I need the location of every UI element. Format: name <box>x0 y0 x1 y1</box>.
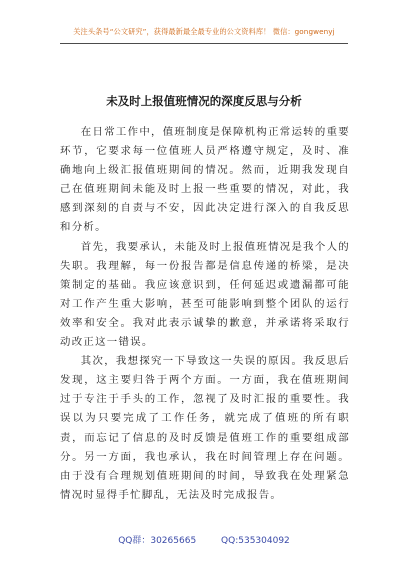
document-body <box>60 123 350 505</box>
header-divider <box>60 43 348 44</box>
paragraph-3: 其次，我想探究一下导致这一失误的原因。我反思后发现，这主要归咎于两个方面。一方面，我在值班期间过于专注于手头的工作，忽视了及时汇报的重要性。我误以为只要完成了工作任务，就完成了值班的所有职责，而忘记了信息的及时反馈是值班工作的重要组成部分。另一方面，我也承认，我在时间管理上存在问题。由于没有合理规划值班期间的时间，导致我在处理紧急情况时显得手忙脚乱，无法及时完成报告。 <box>60 355 350 501</box>
footer-contact <box>0 535 408 547</box>
paragraph-1: 在日常工作中，值班制度是保障机构正常运转的重要环节，它要求每一位值班人员严格遵守规定，及时、准确地向上级汇报值班期间的情况。然而，近期我发现自己在值班期间未能及时上报一些重要的情况，对此，我感到深刻的自责与不安，因此决定进行深入的自我反思和分析。 <box>60 126 350 234</box>
footer-qq: QQ:535304092 <box>221 536 290 546</box>
header-banner: 关注头条号“公文研究”，获得最新最全最专业的公文资料库！ 微信：gongwenyj <box>73 27 335 36</box>
footer-qq-group: QQ群：30265665 <box>118 536 197 546</box>
paragraph-2: 首先，我要承认，未能及时上报值班情况是我个人的失职。我理解，每一份报告都是信息传递的桥梁，是决策制定的基础。我应该意识到，任何延迟或遗漏都可能对工作产生重大影响，甚至可能影响到整个团队的运行效率和安全。我对此表示诚挚的歉意，并承诺将采取行动改正这一错误。 <box>60 240 350 349</box>
document-title: 未及时上报值班情况的深度反思与分析 <box>106 94 302 108</box>
